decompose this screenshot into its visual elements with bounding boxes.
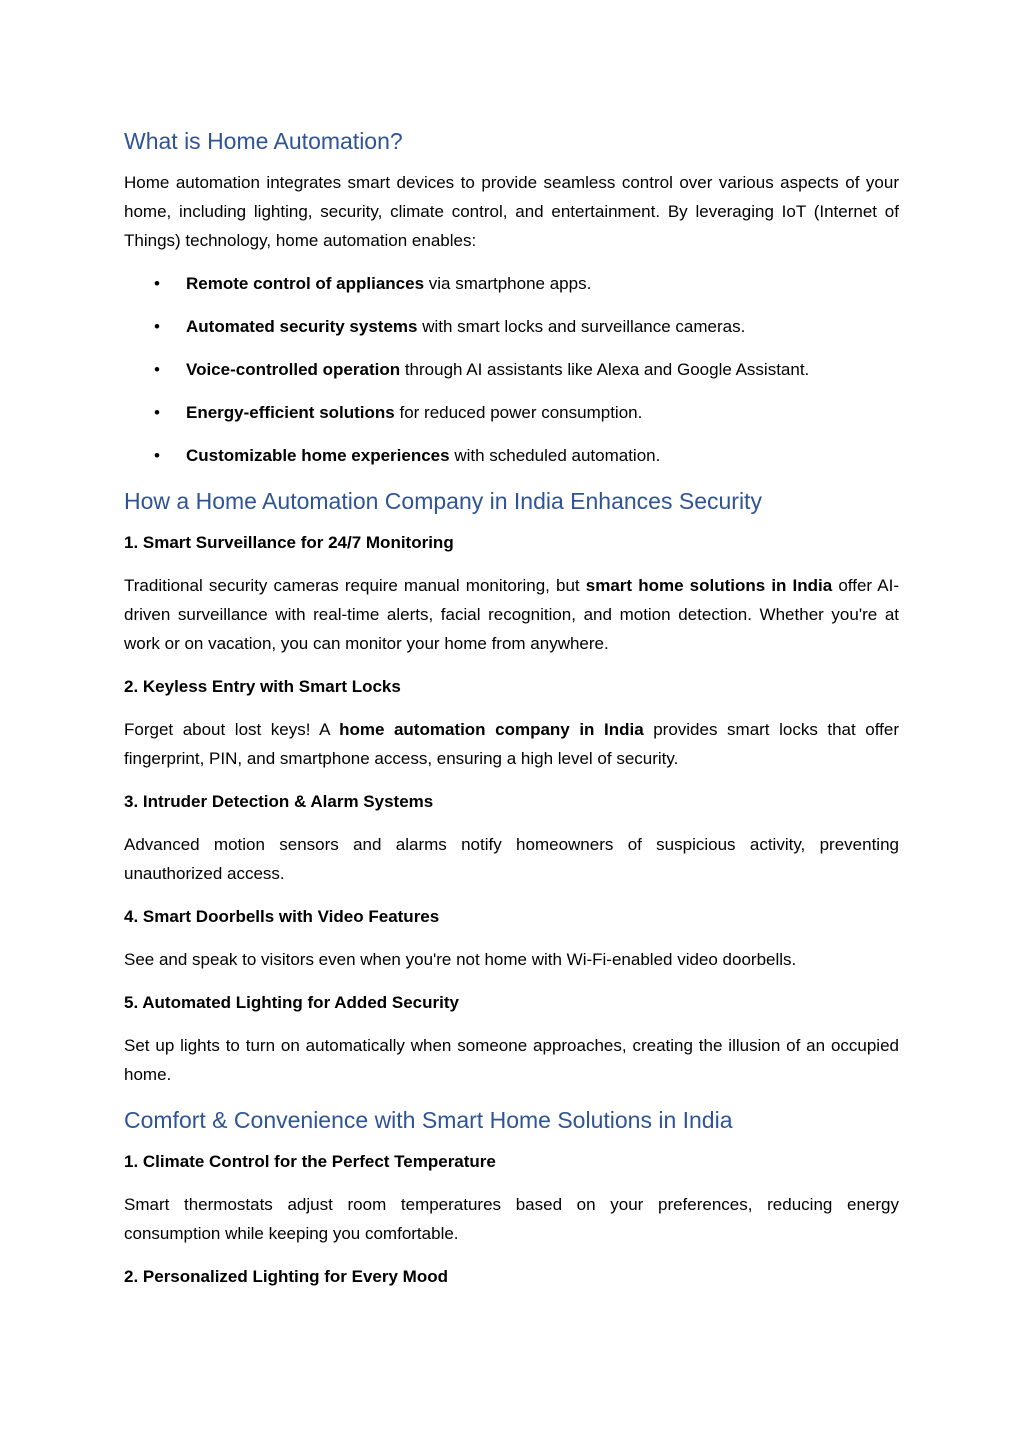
bullet-icon: • [154, 274, 160, 293]
list-item-bold: Remote control of appliances [186, 274, 425, 293]
list-item-bold: Voice-controlled operation [186, 360, 401, 379]
list-item [124, 398, 899, 427]
paragraph-text: offer AI-driven surveillance with real-time alerts, facial recognition, and motion detection. Whether you're at work or on vacation, you can monitor your home from anywhere. [124, 576, 899, 653]
subheading-automated-lighting: 5. Automated Lighting for Added Security [124, 993, 459, 1012]
list-item [124, 312, 899, 341]
list-item-text: with scheduled automation. [449, 446, 661, 465]
subheading-climate-control: 1. Climate Control for the Perfect Temperature [124, 1152, 496, 1171]
list-item [124, 269, 899, 298]
feature-list [124, 269, 899, 470]
list-item-bold: Customizable home experiences [186, 446, 450, 465]
subheading-intruder-detection: 3. Intruder Detection & Alarm Systems [124, 792, 434, 811]
heading-comfort-convenience: Comfort & Convenience with Smart Home Solutions in India [124, 1107, 733, 1133]
bullet-icon: • [154, 317, 160, 336]
bullet-icon: • [154, 360, 160, 379]
subheading-smart-surveillance: 1. Smart Surveillance for 24/7 Monitoring [124, 533, 454, 552]
subheading-personalized-lighting: 2. Personalized Lighting for Every Mood [124, 1267, 448, 1286]
paragraph-text: Traditional security cameras require manual monitoring, but [124, 576, 586, 595]
bullet-icon: • [154, 403, 160, 422]
list-item-text: with smart locks and surveillance cameras. [417, 317, 746, 336]
paragraph-smart-surveillance [124, 571, 899, 658]
paragraph-intruder-detection: Advanced motion sensors and alarms notify homeowners of suspicious activity, preventing unauthorized access. [124, 835, 899, 883]
list-item-bold: Automated security systems [186, 317, 418, 336]
paragraph-climate-control: Smart thermostats adjust room temperatures based on your preferences, reducing energy consumption while keeping you comfortable. [124, 1195, 899, 1243]
list-item-text: via smartphone apps. [424, 274, 592, 293]
paragraph-bold: home automation company in India [339, 720, 644, 739]
paragraph-keyless-entry [124, 715, 899, 773]
list-item [124, 355, 899, 384]
paragraph-smart-doorbells: See and speak to visitors even when you're not home with Wi-Fi-enabled video doorbells. [124, 950, 797, 969]
subheading-smart-doorbells: 4. Smart Doorbells with Video Features [124, 907, 440, 926]
list-item-text: for reduced power consumption. [394, 403, 643, 422]
paragraph-text: provides smart locks that offer fingerprint, PIN, and smartphone access, ensuring a high level of security. [124, 720, 899, 768]
paragraph-automated-lighting: Set up lights to turn on automatically when someone approaches, creating the illusion of an occupied home. [124, 1036, 899, 1084]
list-item-text: through AI assistants like Alexa and Google Assistant. [400, 360, 810, 379]
paragraph-text: Forget about lost keys! A [124, 720, 340, 739]
paragraph-bold: smart home solutions in India [585, 576, 833, 595]
list-item [124, 441, 899, 470]
bullet-icon: • [154, 446, 160, 465]
heading-security: How a Home Automation Company in India Enhances Security [124, 488, 762, 514]
subheading-keyless-entry: 2. Keyless Entry with Smart Locks [124, 677, 401, 696]
intro-paragraph: Home automation integrates smart devices to provide seamless control over various aspects of your home, including lighting, security, climate control, and entertainment. By leveraging IoT (Internet of Things) technology, home automation enables: [124, 173, 899, 250]
heading-what-is-home-automation: What is Home Automation? [124, 128, 403, 154]
list-item-bold: Energy-efficient solutions [186, 403, 395, 422]
document-page [124, 124, 899, 1305]
